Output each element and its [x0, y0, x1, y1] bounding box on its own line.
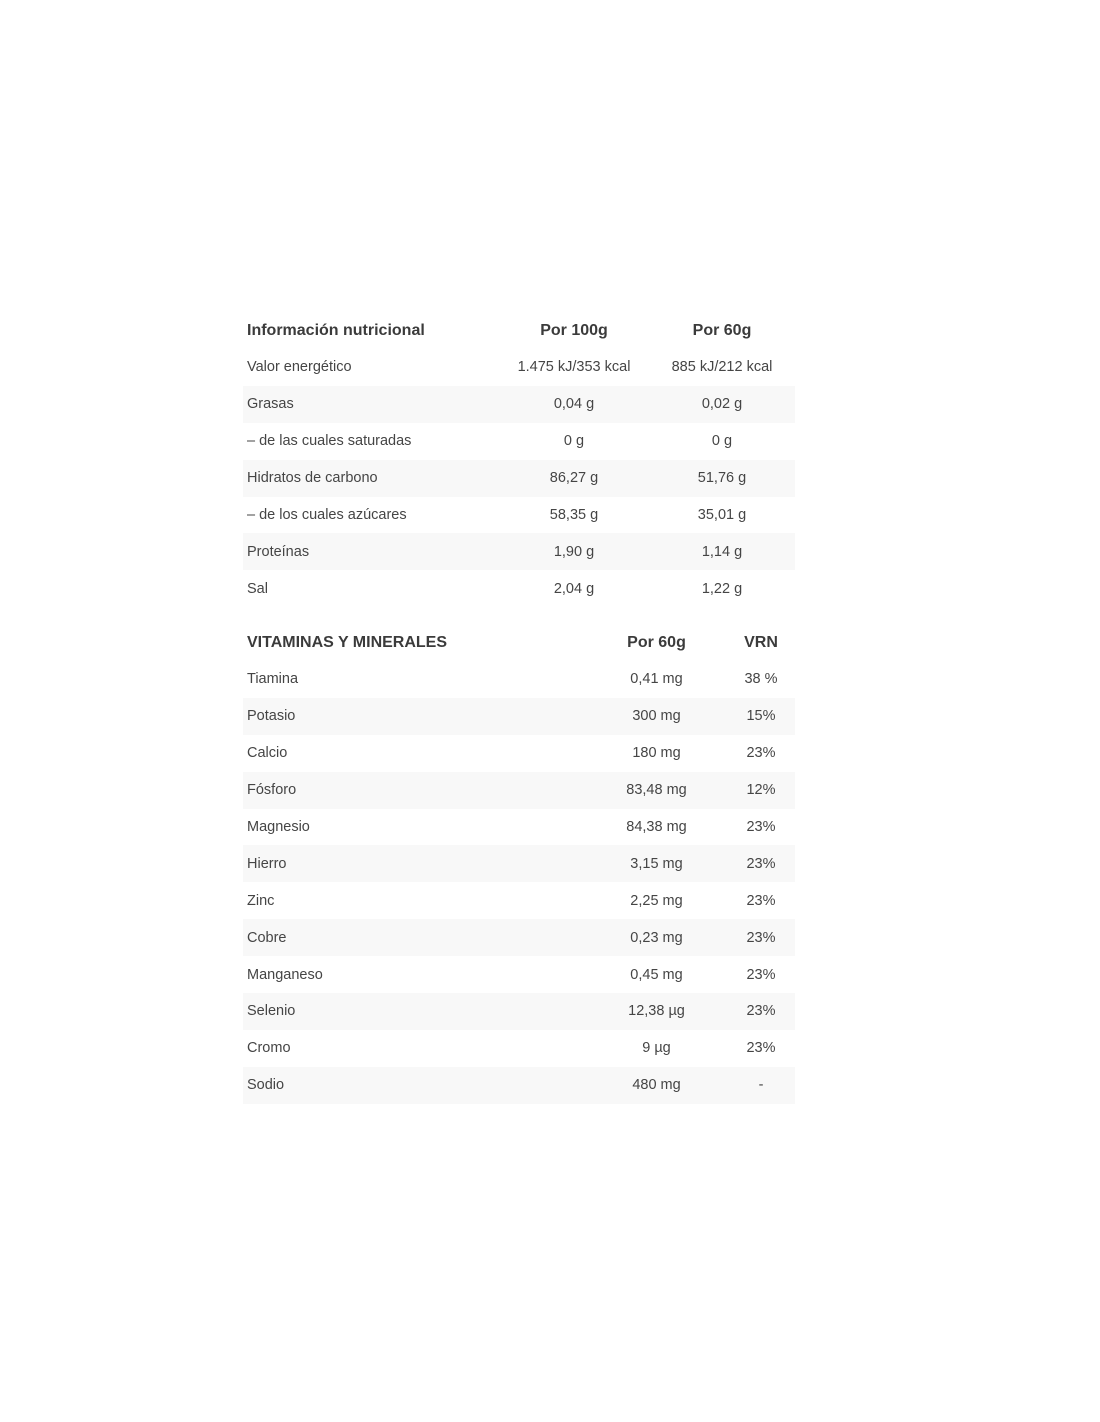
nutrition-row-value-1: 1.475 kJ/353 kcal — [517, 359, 631, 376]
nutrition-row-value-1: 1,90 g — [499, 533, 649, 570]
vitamins-row-name: Tiamina — [247, 671, 299, 688]
vitamins-row-value-1: 0,23 mg — [586, 919, 727, 956]
vitamins-row-value-2: 38 % — [744, 671, 778, 688]
nutrition-row — [243, 386, 795, 423]
vitamins-row-value-1: 12,38 µg — [586, 993, 727, 1030]
nutrition-row-value-2: 0 g — [711, 433, 733, 450]
vitamins-row — [243, 882, 795, 919]
vitamins-row-value-1: 83,48 mg — [586, 772, 727, 809]
nutrition-row — [243, 423, 795, 460]
vitamins-row — [243, 698, 795, 735]
nutrition-row-value-1: 0,04 g — [499, 386, 649, 423]
nutrition-row — [243, 349, 795, 386]
nutrition-row-value-2: 0,02 g — [649, 386, 795, 423]
vitamins-row-name: Potasio — [243, 698, 586, 735]
vitamins-row-value-1: 0,45 mg — [630, 966, 683, 983]
nutrition-row-name: – de las cuales saturadas — [247, 433, 412, 450]
nutrition-row — [243, 570, 795, 607]
nutrition-row-name: Proteínas — [243, 533, 499, 570]
vitamins-row-name: Cromo — [247, 1040, 291, 1057]
vitamins-header-row — [243, 625, 795, 661]
nutrition-row-name: Grasas — [243, 386, 499, 423]
vitamins-row-value-1: 480 mg — [586, 1067, 727, 1104]
vitamins-row-name: Fósforo — [243, 772, 586, 809]
vitamins-row-name: Cobre — [243, 919, 586, 956]
nutrition-header-per-60g: Por 60g — [692, 322, 752, 339]
vitamins-row-name: Magnesio — [247, 819, 310, 835]
vitamins-row-value-1: 9 µg — [642, 1040, 671, 1057]
vitamins-row-value-2: 23% — [727, 845, 795, 882]
vitamins-row — [243, 735, 795, 772]
vitamins-row-value-2: 23% — [746, 819, 776, 835]
vitamins-row — [243, 809, 795, 846]
vitamins-row-name: Calcio — [247, 745, 288, 762]
vitamins-row-value-2: 23% — [746, 1040, 776, 1057]
nutrition-header-name: Información nutricional — [247, 322, 425, 339]
nutrition-row — [243, 533, 795, 570]
nutrition-row-value-2: 35,01 g — [697, 507, 747, 523]
nutrition-row-name: Valor energético — [247, 359, 352, 376]
vitamins-row — [243, 993, 795, 1030]
vitamins-row — [243, 772, 795, 809]
vitamins-row — [243, 956, 795, 993]
nutrition-row-value-2: 51,76 g — [649, 460, 795, 497]
vitamins-row-value-1: 84,38 mg — [626, 819, 687, 835]
vitamins-row-name: Zinc — [247, 892, 275, 909]
vitamins-row-value-2: 23% — [746, 966, 776, 983]
nutrition-row-value-1: 86,27 g — [499, 460, 649, 497]
nutrition-row-value-1: 58,35 g — [549, 507, 599, 523]
vitamins-row-value-1: 0,41 mg — [630, 671, 683, 688]
nutrition-row — [243, 497, 795, 534]
vitamins-header-vrn: VRN — [744, 634, 778, 651]
vitamins-table — [243, 625, 795, 1104]
vitamins-row — [243, 1030, 795, 1067]
nutrition-row-name: – de los cuales azúcares — [247, 507, 407, 523]
vitamins-row-value-2: 12% — [727, 772, 795, 809]
nutrition-row — [243, 460, 795, 497]
vitamins-row — [243, 661, 795, 698]
nutrition-row-value-1: 0 g — [563, 433, 585, 450]
vitamins-row-value-2: - — [727, 1067, 795, 1104]
nutrition-header-per-100g: Por 100g — [540, 322, 608, 339]
vitamins-row-name: Selenio — [243, 993, 586, 1030]
nutrition-row-value-2: 1,22 g — [701, 580, 743, 597]
vitamins-header-name: VITAMINAS Y MINERALES — [247, 634, 448, 651]
vitamins-row-value-1: 2,25 mg — [630, 892, 683, 909]
vitamins-row-name: Hierro — [243, 845, 586, 882]
nutrition-header-row — [243, 313, 795, 349]
vitamins-row-value-2: 23% — [746, 892, 776, 909]
vitamins-body — [243, 661, 795, 1104]
vitamins-row — [243, 845, 795, 882]
vitamins-header-per-60g: Por 60g — [627, 634, 686, 651]
vitamins-row — [243, 1067, 795, 1104]
nutrition-row-name: Hidratos de carbono — [243, 460, 499, 497]
nutrition-row-value-2: 1,14 g — [649, 533, 795, 570]
vitamins-row-value-2: 23% — [746, 745, 776, 762]
vitamins-row-value-1: 180 mg — [632, 745, 681, 762]
vitamins-row-value-1: 300 mg — [586, 698, 727, 735]
nutrition-row-value-2: 885 kJ/212 kcal — [671, 359, 773, 376]
vitamins-row-name: Sodio — [243, 1067, 586, 1104]
vitamins-row-value-2: 23% — [727, 993, 795, 1030]
vitamins-row-value-2: 15% — [727, 698, 795, 735]
nutrition-row-value-1: 2,04 g — [553, 580, 595, 597]
vitamins-row-value-2: 23% — [727, 919, 795, 956]
nutrition-row-name: Sal — [247, 580, 268, 597]
vitamins-row — [243, 919, 795, 956]
vitamins-row-value-1: 3,15 mg — [586, 845, 727, 882]
vitamins-row-name: Manganeso — [247, 966, 323, 983]
nutrition-table — [243, 313, 795, 607]
nutrition-body — [243, 349, 795, 607]
